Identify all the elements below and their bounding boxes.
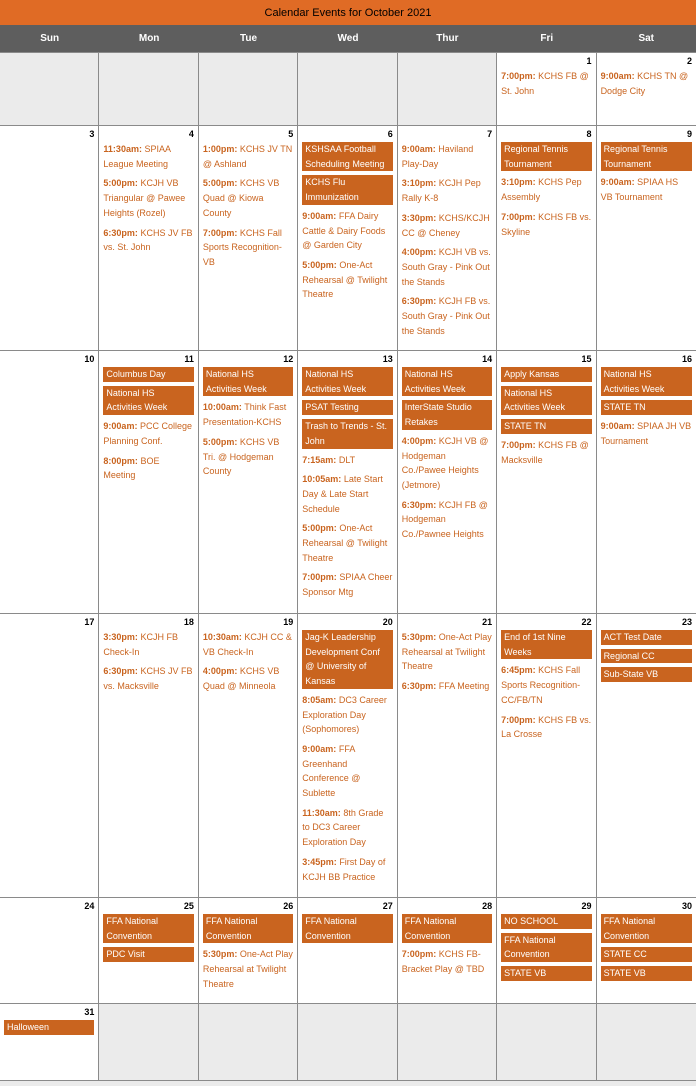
timed-event[interactable] [402, 679, 492, 694]
event-time: 7:00pm: [501, 211, 536, 222]
day-number: 1 [586, 56, 592, 66]
timed-event[interactable] [501, 438, 591, 467]
timed-event[interactable] [302, 521, 392, 565]
timed-event[interactable] [402, 211, 492, 240]
timed-event[interactable] [302, 209, 392, 253]
timed-event[interactable] [302, 742, 392, 801]
day-cell-7[interactable] [398, 126, 497, 351]
event-time: 4:00pm: [401, 435, 437, 446]
day-number: 14 [482, 354, 493, 364]
event-title: KCHS TN @ Dodge City [600, 71, 689, 96]
day-cell-12[interactable] [199, 351, 298, 614]
timed-event[interactable] [501, 175, 591, 204]
event-title: Think Fast Presentation-KCHS [202, 402, 287, 428]
day-number: 11 [184, 354, 194, 364]
all-day-event[interactable]: Apply Kansas [501, 367, 591, 382]
event-time: 7:00pm: [501, 714, 536, 725]
event-time: 5:30pm: [401, 632, 437, 642]
event-title: KCHS/KCJH CC @ Cheney [401, 212, 490, 238]
all-day-event[interactable]: Regional CC [601, 649, 692, 664]
all-day-event[interactable]: Trash to Trends - St. John [302, 419, 392, 448]
event-title: KCHS FB vs. Skyline [501, 211, 592, 237]
day-number: 3 [89, 129, 95, 139]
all-day-event[interactable]: National HS Activities Week [402, 367, 492, 396]
empty-day-cell [597, 1004, 696, 1081]
event-time: 5:30pm: [202, 949, 238, 960]
timed-event[interactable] [601, 69, 692, 98]
all-day-event[interactable]: NO SCHOOL [501, 914, 591, 929]
timed-event[interactable] [203, 176, 293, 220]
timed-event[interactable] [302, 258, 392, 302]
event-time: 6:30pm: [103, 227, 138, 238]
timed-event[interactable] [501, 663, 591, 707]
event-time: 10:00am: [202, 402, 242, 413]
timed-event[interactable] [103, 176, 193, 220]
day-number: 27 [382, 901, 393, 911]
calendar-grid [0, 52, 696, 1081]
event-title: KCJH VB vs. South Gray - Pink Out the Stands [401, 247, 491, 287]
day-cell-27[interactable] [298, 898, 397, 1004]
event-title: DC3 Career Exploration Day (Sophomores) [302, 694, 387, 735]
all-day-event[interactable]: FFA National Convention [203, 914, 293, 943]
day-number: 4 [188, 129, 194, 139]
event-time: 8:00pm: [103, 455, 138, 466]
timed-event[interactable] [501, 210, 591, 239]
event-time: 6:30pm: [401, 499, 437, 510]
event-time: 6:30pm: [401, 681, 437, 692]
empty-day-cell [398, 53, 497, 126]
event-time: 11:30am: [103, 144, 142, 154]
event-title: SPIAA HS VB Tournament [600, 177, 679, 203]
weekday-sat: Sat [638, 33, 655, 44]
day-cell-30[interactable] [597, 898, 696, 1004]
all-day-event[interactable]: Columbus Day [103, 367, 193, 382]
event-time: 11:30am: [302, 807, 341, 818]
day-number: 2 [686, 56, 692, 66]
event-time: 9:00am: [302, 743, 337, 754]
all-day-event[interactable]: Regional Tennis Tournament [501, 142, 591, 171]
all-day-event[interactable]: Halloween [4, 1020, 94, 1035]
timed-event[interactable] [302, 472, 392, 516]
event-title: KCJH FB @ Hodgeman Co./Pawnee Heights [401, 499, 488, 540]
day-number: 29 [581, 901, 592, 911]
all-day-event[interactable]: STATE CC [601, 947, 692, 962]
day-cell-21[interactable] [398, 614, 497, 898]
event-time: 5:00pm: [202, 178, 238, 189]
day-cell-10[interactable] [0, 351, 99, 614]
day-cell-23[interactable] [597, 614, 696, 898]
event-title: KCHS Pep Assembly [501, 177, 582, 203]
event-time: 5:00pm: [103, 178, 138, 189]
event-title: One-Act Rehearsal @ Twilight Theatre [302, 523, 388, 563]
day-cell-5[interactable] [199, 126, 298, 351]
all-day-event[interactable]: FFA National Convention [302, 914, 392, 943]
day-number: 21 [482, 617, 493, 627]
weekday-fri: Fri [540, 33, 554, 44]
event-title: KCJH VB @ Hodgeman Co./Pawee Heights (Jetmore) [401, 435, 489, 490]
event-time: 10:05am: [302, 474, 342, 485]
all-day-event[interactable]: STATE VB [601, 966, 692, 981]
day-cell-17[interactable] [0, 614, 99, 898]
day-number: 7 [487, 129, 493, 139]
timed-event[interactable] [601, 419, 692, 448]
timed-event[interactable] [103, 664, 193, 693]
empty-day-cell [99, 53, 198, 126]
event-title: KCHS Fall Sports Recognition-VB [202, 227, 282, 267]
timed-event[interactable] [402, 245, 492, 289]
event-time: 4:00pm: [401, 247, 437, 258]
weekday-thur: Thur [436, 33, 459, 44]
empty-day-cell [199, 53, 298, 126]
event-title: KCHS VB Quad @ Kiowa County [202, 178, 280, 218]
timed-event[interactable] [302, 453, 392, 468]
event-time: 3:10pm: [501, 177, 536, 188]
event-time: 6:45pm: [501, 665, 536, 676]
day-number: 25 [183, 901, 194, 911]
event-title: KCHS JV TN @ Ashland [202, 144, 293, 169]
event-time: 4:00pm: [202, 666, 238, 677]
event-time: 7:00pm: [501, 71, 536, 81]
event-time: 8:05am: [302, 694, 337, 705]
event-time: 7:15am: [302, 454, 337, 465]
day-number: 30 [681, 901, 692, 911]
event-title: Late Start Day & Late Start Schedule [302, 474, 383, 514]
day-number: 10 [84, 354, 95, 364]
day-cell-14[interactable] [398, 351, 497, 614]
day-cell-15[interactable] [497, 351, 596, 614]
all-day-event[interactable]: InterState Studio Retakes [402, 400, 492, 429]
timed-event[interactable] [402, 142, 492, 171]
day-cell-28[interactable] [398, 898, 497, 1004]
day-cell-22[interactable] [497, 614, 596, 898]
day-number: 23 [681, 617, 692, 627]
event-time: 5:00pm: [302, 259, 337, 270]
event-time: 7:00pm: [501, 439, 536, 450]
empty-day-cell [199, 1004, 298, 1081]
event-time: 3:45pm: [302, 856, 337, 867]
event-title: KCJH CC & VB Check-In [202, 632, 292, 657]
event-title: 8th Grade to DC3 Career Exploration Day [302, 807, 384, 848]
timed-event[interactable] [501, 69, 591, 98]
event-title: KCJH Pep Rally K-8 [401, 178, 481, 204]
day-number: 18 [183, 617, 194, 627]
all-day-event[interactable]: National HS Activities Week [601, 367, 692, 396]
event-title: KCHS FB-Bracket Play @ TBD [401, 949, 485, 975]
event-time: 9:00am: [401, 144, 436, 154]
all-day-event[interactable]: KSHSAA Football Scheduling Meeting [302, 142, 392, 171]
timed-event[interactable] [402, 294, 492, 338]
event-title: KCHS JV FB vs. Macksville [103, 666, 193, 692]
day-number: 24 [84, 901, 95, 911]
day-number: 5 [288, 129, 294, 139]
timed-event[interactable] [402, 947, 492, 976]
event-title: FFA Dairy Cattle & Dairy Foods @ Garden City [302, 210, 386, 251]
timed-event[interactable] [203, 664, 293, 693]
event-time: 6:30pm: [103, 666, 138, 677]
event-title: KCHS Fall Sports Recognition-CC/FB/TN [501, 665, 581, 705]
day-cell-6[interactable] [298, 126, 397, 351]
day-number: 15 [581, 354, 592, 364]
event-time: 1:00pm: [202, 144, 238, 154]
timed-event[interactable] [402, 434, 492, 493]
timed-event[interactable] [302, 855, 392, 884]
day-number: 16 [681, 354, 692, 364]
day-number: 8 [586, 129, 592, 139]
all-day-event[interactable]: Sub-State VB [601, 667, 692, 682]
empty-day-cell [298, 1004, 397, 1081]
all-day-event[interactable]: National HS Activities Week [203, 367, 293, 396]
event-time: 5:00pm: [202, 436, 238, 447]
event-time: 5:00pm: [302, 523, 337, 534]
all-day-event[interactable]: FFA National Convention [402, 914, 492, 943]
day-cell-9[interactable] [597, 126, 696, 351]
day-cell-13[interactable] [298, 351, 397, 614]
day-number: 6 [387, 129, 393, 139]
event-title: KCHS VB Tri. @ Hodgeman County [202, 436, 280, 477]
event-time: 9:00am: [600, 421, 635, 432]
day-number: 28 [482, 901, 493, 911]
event-title: DLT [338, 454, 356, 465]
calendar-title: Calendar Events for October 2021 [0, 0, 696, 25]
event-time: 7:00pm: [302, 572, 337, 583]
event-time: 7:00pm: [401, 949, 437, 960]
event-title: One-Act Play Rehearsal at Twilight Theatre [401, 632, 492, 672]
timed-event[interactable] [601, 175, 692, 204]
all-day-event[interactable]: National HS Activities Week [103, 386, 193, 415]
event-time: 9:00am: [302, 210, 337, 221]
day-number: 20 [382, 617, 393, 627]
all-day-event[interactable]: PSAT Testing [302, 400, 392, 415]
event-time: 3:30pm: [103, 632, 138, 642]
timed-event[interactable] [103, 419, 193, 448]
event-title: KCJH VB Triangular @ Pawee Heights (Rozel) [103, 178, 186, 218]
event-title: SPIAA Cheer Sponsor Mtg [302, 572, 393, 598]
day-cell-31[interactable] [0, 1004, 99, 1081]
timed-event[interactable] [103, 630, 193, 659]
event-title: KCHS JV FB vs. St. John [103, 227, 193, 253]
event-title: KCJH FB Check-In [103, 632, 178, 657]
event-time: 9:00am: [600, 71, 635, 81]
timed-event[interactable] [402, 630, 492, 674]
empty-day-cell [99, 1004, 198, 1081]
event-title: One-Act Play Rehearsal at Twilight Theatre [202, 949, 293, 989]
day-cell-4[interactable] [99, 126, 198, 351]
day-cell-8[interactable] [497, 126, 596, 351]
day-number: 19 [283, 617, 294, 627]
event-title: KCHS FB @ St. John [501, 71, 589, 96]
all-day-event[interactable]: STATE TN [601, 400, 692, 415]
all-day-event[interactable]: FFA National Convention [103, 914, 193, 943]
weekday-tue: Tue [240, 33, 258, 44]
event-time: 10:30am: [202, 632, 242, 642]
event-title: FFA Meeting [438, 681, 490, 692]
day-number: 12 [283, 354, 294, 364]
calendar-footer [0, 1081, 696, 1086]
weekday-wed: Wed [337, 33, 359, 44]
timed-event[interactable] [203, 226, 293, 270]
day-cell-3[interactable] [0, 126, 99, 351]
event-title: One-Act Rehearsal @ Twilight Theatre [302, 259, 388, 300]
day-cell-1[interactable] [497, 53, 596, 126]
timed-event[interactable] [203, 947, 293, 991]
all-day-event[interactable]: KCHS Flu Immunization [302, 175, 392, 204]
event-time: 3:30pm: [401, 212, 437, 223]
event-title: KCHS VB Quad @ Minneola [202, 666, 280, 692]
timed-event[interactable] [302, 693, 392, 737]
event-title: PCC College Planning Conf. [103, 421, 192, 446]
event-time: 7:00pm: [202, 227, 238, 238]
all-day-event[interactable]: End of 1st Nine Weeks [501, 630, 591, 659]
day-cell-11[interactable] [99, 351, 198, 614]
timed-event[interactable] [203, 435, 293, 479]
timed-event[interactable] [203, 630, 293, 659]
day-number: 26 [283, 901, 294, 911]
day-number: 13 [382, 354, 393, 364]
timed-event[interactable] [302, 570, 392, 599]
day-cell-26[interactable] [199, 898, 298, 1004]
all-day-event[interactable]: FFA National Convention [601, 914, 692, 943]
day-cell-29[interactable] [497, 898, 596, 1004]
event-title: Haviland Play-Day [401, 144, 474, 169]
event-time: 3:10pm: [401, 178, 437, 189]
timed-event[interactable] [203, 400, 293, 429]
day-cell-24[interactable] [0, 898, 99, 1004]
timed-event[interactable] [402, 176, 492, 205]
all-day-event[interactable]: National HS Activities Week [302, 367, 392, 396]
day-cell-25[interactable] [99, 898, 198, 1004]
day-number: 31 [84, 1007, 95, 1017]
event-title: KCJH FB vs. South Gray - Pink Out the Stands [401, 296, 491, 336]
all-day-event[interactable]: Jag-K Leadership Development Conf @ University of Kansas [302, 630, 392, 689]
all-day-event[interactable]: FFA National Convention [501, 933, 591, 962]
day-cell-20[interactable] [298, 614, 397, 898]
timed-event[interactable] [203, 142, 293, 171]
day-cell-19[interactable] [199, 614, 298, 898]
empty-day-cell [497, 1004, 596, 1081]
day-number: 17 [84, 617, 95, 627]
all-day-event[interactable]: STATE TN [501, 419, 591, 434]
event-title: KCHS FB @ Macksville [501, 439, 589, 465]
empty-day-cell [298, 53, 397, 126]
timed-event[interactable] [302, 806, 392, 850]
day-cell-2[interactable] [597, 53, 696, 126]
event-title: KCHS FB vs. La Crosse [501, 714, 592, 740]
weekday-sun: Sun [40, 33, 60, 44]
all-day-event[interactable]: STATE VB [501, 966, 591, 981]
event-title: BOE Meeting [103, 455, 160, 481]
all-day-event[interactable]: ACT Test Date [601, 630, 692, 645]
empty-day-cell [0, 53, 99, 126]
timed-event[interactable] [103, 142, 193, 171]
all-day-event[interactable]: PDC Visit [103, 947, 193, 962]
timed-event[interactable] [103, 454, 193, 483]
all-day-event[interactable]: Regional Tennis Tournament [601, 142, 692, 171]
weekday-mon: Mon [138, 33, 160, 44]
timed-event[interactable] [402, 498, 492, 542]
event-title: SPIAA League Meeting [103, 144, 171, 169]
event-title: FFA Greenhand Conference @ Sublette [302, 743, 361, 799]
timed-event[interactable] [501, 713, 591, 742]
timed-event[interactable] [103, 226, 193, 255]
event-time: 9:00am: [103, 421, 138, 432]
event-title: First Day of KCJH BB Practice [302, 856, 386, 882]
event-time: 6:30pm: [401, 296, 437, 307]
event-time: 9:00am: [600, 177, 635, 188]
weekday-header [0, 25, 696, 52]
all-day-event[interactable]: National HS Activities Week [501, 386, 591, 415]
day-number: 9 [686, 129, 692, 139]
day-cell-18[interactable] [99, 614, 198, 898]
empty-day-cell [398, 1004, 497, 1081]
day-number: 22 [581, 617, 592, 627]
event-title: SPIAA JH VB Tournament [600, 421, 692, 446]
day-cell-16[interactable] [597, 351, 696, 614]
